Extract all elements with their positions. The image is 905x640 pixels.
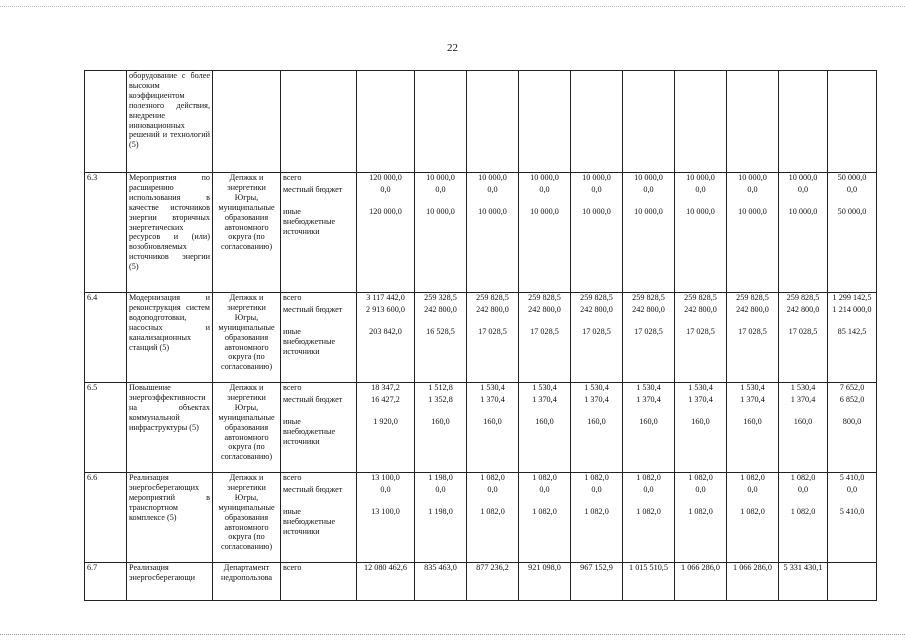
value-cell xyxy=(779,473,828,563)
value: 17 028,5 xyxy=(530,327,559,336)
continuation-row xyxy=(85,71,877,173)
value-cell xyxy=(779,293,828,383)
value-cell xyxy=(571,473,623,563)
value: 10 000,0 xyxy=(738,207,767,216)
value: 0,0 xyxy=(591,185,602,194)
page-number: 22 xyxy=(447,42,458,54)
value: 1 082,0 xyxy=(740,473,765,482)
value: 0,0 xyxy=(643,185,654,194)
row-number: 6.4 xyxy=(85,293,127,383)
funding-source: иные внебюджетные источники xyxy=(283,417,336,446)
value-cell xyxy=(727,383,779,473)
value: 5 410,0 xyxy=(839,473,865,482)
value: 1 920,0 xyxy=(373,417,398,426)
value: 160,0 xyxy=(743,417,762,426)
value: 1 082,0 xyxy=(480,473,505,482)
value: 1 530,4 xyxy=(532,383,557,392)
value: 242 800,0 xyxy=(736,305,769,314)
value-cell xyxy=(415,473,467,563)
value: 0,0 xyxy=(695,185,706,194)
value: 259 828,5 xyxy=(736,293,769,302)
value-cell xyxy=(571,293,623,383)
funding-sources xyxy=(281,563,357,601)
value: 1 370,4 xyxy=(636,395,661,404)
value: 259 828,5 xyxy=(684,293,717,302)
value: 0,0 xyxy=(591,485,602,494)
value: 1 370,4 xyxy=(532,395,557,404)
value-cell xyxy=(779,563,828,601)
table-row xyxy=(85,383,877,473)
value: 10 000,0 xyxy=(530,173,559,182)
funding-sources xyxy=(281,383,357,473)
value: 242 800,0 xyxy=(684,305,717,314)
executor: Депжкк и энергетики Югры, муниципальные образования автономного округа (по согласованию) xyxy=(213,383,281,473)
value: 1 370,4 xyxy=(688,395,713,404)
funding-source: иные внебюджетные источники xyxy=(283,207,336,236)
value: 10 000,0 xyxy=(788,207,818,216)
value: 242 800,0 xyxy=(424,305,457,314)
funding-sources xyxy=(281,173,357,293)
value-cell xyxy=(415,383,467,473)
funding-source: местный бюджет xyxy=(283,305,343,314)
value-cell xyxy=(571,173,623,293)
value-cell xyxy=(675,293,727,383)
value: 259 828,5 xyxy=(786,293,820,302)
value-cell xyxy=(415,563,467,601)
value: 1 530,4 xyxy=(480,383,505,392)
value: 242 800,0 xyxy=(786,305,820,314)
value: 1 082,0 xyxy=(790,473,816,482)
value: 1 082,0 xyxy=(584,507,609,516)
executor: Депжкк и энергетики Югры, муниципальные образования автономного округа (по согласованию) xyxy=(213,173,281,293)
value: 120 000,0 xyxy=(369,173,402,182)
value: 13 100,0 xyxy=(371,507,400,516)
value: 1 082,0 xyxy=(636,507,661,516)
value: 17 028,5 xyxy=(788,327,818,336)
budget-table xyxy=(84,70,877,601)
value-cell xyxy=(467,563,519,601)
value: 1 530,4 xyxy=(790,383,816,392)
value: 1 198,0 xyxy=(428,473,453,482)
value-cell xyxy=(357,173,415,293)
value-cell xyxy=(415,293,467,383)
value: 160,0 xyxy=(691,417,710,426)
value-cell xyxy=(415,173,467,293)
value: 10 000,0 xyxy=(582,207,611,216)
value: 242 800,0 xyxy=(580,305,613,314)
value-cell xyxy=(623,173,675,293)
value: 17 028,5 xyxy=(478,327,507,336)
value-cell xyxy=(727,473,779,563)
value: 10 000,0 xyxy=(686,207,715,216)
value-cell xyxy=(675,473,727,563)
value-cell xyxy=(623,563,675,601)
value: 7 652,0 xyxy=(839,383,865,392)
value: 1 530,4 xyxy=(688,383,713,392)
value: 0,0 xyxy=(487,185,498,194)
value: 0,0 xyxy=(846,485,858,494)
table-row xyxy=(85,293,877,383)
value-cell xyxy=(519,383,571,473)
value: 1 530,4 xyxy=(740,383,765,392)
value-cell xyxy=(779,383,828,473)
value: 0,0 xyxy=(846,185,858,194)
value: 2 913 600,0 xyxy=(366,305,405,314)
value: 967 152,9 xyxy=(580,563,613,572)
value: 1 082,0 xyxy=(636,473,661,482)
value-cell xyxy=(467,173,519,293)
value-cell xyxy=(675,383,727,473)
bottom-scan-edge xyxy=(0,634,905,635)
value-cell xyxy=(519,473,571,563)
top-scan-edge xyxy=(0,6,905,7)
value-cell xyxy=(519,293,571,383)
value: 1 370,4 xyxy=(584,395,609,404)
table-row xyxy=(85,173,877,293)
value-cell xyxy=(571,383,623,473)
measure-name: Реализация энергосберегающих мероприятий в транспортном комплексе (5) xyxy=(127,473,213,563)
value: 50 000,0 xyxy=(837,207,867,216)
value: 10 000,0 xyxy=(686,173,715,182)
table-row xyxy=(85,473,877,563)
value: 160,0 xyxy=(431,417,450,426)
value: 10 000,0 xyxy=(426,207,455,216)
value: 10 000,0 xyxy=(530,207,559,216)
measure-name: Мероприятия по расширению использования в качестве источников энергии вторичных энергетических ресурсов и (или) возобновляемых источников энергии (5) xyxy=(127,173,213,293)
value-cell xyxy=(727,563,779,601)
value-cell xyxy=(357,293,415,383)
value-cell xyxy=(519,173,571,293)
value: 120 000,0 xyxy=(369,207,402,216)
value: 50 000,0 xyxy=(837,173,867,182)
funding-source: всего xyxy=(283,173,302,182)
value-cell xyxy=(828,293,877,383)
value: 0,0 xyxy=(435,485,446,494)
value-cell xyxy=(467,473,519,563)
continuation-text: оборудование с более высоким коэффициентом полезного действия, внедрение инновационных решений и технологий (5) xyxy=(127,71,213,173)
value: 5 410,0 xyxy=(839,507,865,516)
value: 1 082,0 xyxy=(688,507,713,516)
value-cell xyxy=(828,173,877,293)
value: 10 000,0 xyxy=(788,173,818,182)
executor: Депжкк и энергетики Югры, муниципальные образования автономного округа (по согласованию) xyxy=(213,293,281,383)
value-cell xyxy=(519,563,571,601)
value: 17 028,5 xyxy=(686,327,715,336)
value: 242 800,0 xyxy=(632,305,665,314)
value: 242 800,0 xyxy=(528,305,561,314)
value: 0,0 xyxy=(539,485,550,494)
funding-source: местный бюджет xyxy=(283,395,343,404)
funding-sources xyxy=(281,293,357,383)
value: 160,0 xyxy=(483,417,502,426)
value: 259 828,5 xyxy=(528,293,561,302)
value: 1 082,0 xyxy=(532,507,557,516)
value: 1 082,0 xyxy=(532,473,557,482)
value: 12 080 462,6 xyxy=(364,563,407,572)
value: 259 328,5 xyxy=(424,293,457,302)
value: 6 852,0 xyxy=(839,395,865,404)
value: 10 000,0 xyxy=(582,173,611,182)
value: 10 000,0 xyxy=(426,173,455,182)
value: 10 000,0 xyxy=(738,173,767,182)
value-cell xyxy=(727,293,779,383)
value: 5 331 430,1 xyxy=(783,563,823,572)
funding-source: всего xyxy=(283,383,302,392)
value: 160,0 xyxy=(639,417,658,426)
value-cell xyxy=(571,563,623,601)
funding-source: местный бюджет xyxy=(283,485,343,494)
funding-sources xyxy=(281,473,357,563)
value: 10 000,0 xyxy=(634,207,663,216)
value: 0,0 xyxy=(797,185,809,194)
value-cell xyxy=(467,383,519,473)
value-cell xyxy=(357,563,415,601)
value: 921 098,0 xyxy=(528,563,561,572)
funding-source: иные внебюджетные источники xyxy=(283,507,336,536)
value: 0,0 xyxy=(643,485,654,494)
executor: Департамент недропользова xyxy=(213,563,281,601)
value: 85 142,5 xyxy=(837,327,867,336)
value-cell xyxy=(675,173,727,293)
value-cell xyxy=(828,383,877,473)
value: 259 828,5 xyxy=(476,293,509,302)
value: 16 427,2 xyxy=(371,395,400,404)
value: 1 530,4 xyxy=(636,383,661,392)
value: 0,0 xyxy=(380,185,391,194)
value: 16 528,5 xyxy=(426,327,455,336)
value: 17 028,5 xyxy=(738,327,767,336)
value: 18 347,2 xyxy=(371,383,400,392)
value: 259 828,5 xyxy=(580,293,613,302)
value-cell xyxy=(779,173,828,293)
value: 1 082,0 xyxy=(480,507,505,516)
executor: Депжкк и энергетики Югры, муниципальные образования автономного округа (по согласованию) xyxy=(213,473,281,563)
value: 1 082,0 xyxy=(584,473,609,482)
value-cell xyxy=(675,563,727,601)
value-cell xyxy=(828,473,877,563)
value: 259 828,5 xyxy=(632,293,665,302)
table-row xyxy=(85,563,877,601)
value: 1 066 286,0 xyxy=(733,563,772,572)
value: 17 028,5 xyxy=(582,327,611,336)
funding-source: всего xyxy=(283,563,302,572)
value: 1 352,8 xyxy=(428,395,453,404)
value-cell xyxy=(467,293,519,383)
row-number: 6.5 xyxy=(85,383,127,473)
row-number: 6.3 xyxy=(85,173,127,293)
value: 3 117 442,0 xyxy=(366,293,405,302)
value: 1 214 000,0 xyxy=(832,305,872,314)
value: 835 463,0 xyxy=(424,563,457,572)
value: 1 198,0 xyxy=(428,507,453,516)
value: 0,0 xyxy=(380,485,391,494)
value: 13 100,0 xyxy=(371,473,400,482)
value: 0,0 xyxy=(695,485,706,494)
value: 242 800,0 xyxy=(476,305,509,314)
funding-source: всего xyxy=(283,293,302,302)
value: 10 000,0 xyxy=(634,173,663,182)
value-cell xyxy=(623,473,675,563)
value-cell xyxy=(357,473,415,563)
value: 0,0 xyxy=(435,185,446,194)
value: 1 370,4 xyxy=(740,395,765,404)
value: 160,0 xyxy=(535,417,554,426)
value: 877 236,2 xyxy=(476,563,509,572)
value: 0,0 xyxy=(797,485,809,494)
value: 1 082,0 xyxy=(790,507,816,516)
value: 1 370,4 xyxy=(790,395,816,404)
value-cell xyxy=(623,293,675,383)
value: 800,0 xyxy=(842,417,862,426)
value-cell xyxy=(623,383,675,473)
value: 1 299 142,5 xyxy=(832,293,872,302)
value: 1 082,0 xyxy=(688,473,713,482)
row-number: 6.7 xyxy=(85,563,127,601)
value: 1 370,4 xyxy=(480,395,505,404)
row-number: 6.6 xyxy=(85,473,127,563)
funding-source: местный бюджет xyxy=(283,185,343,194)
value-cell xyxy=(727,173,779,293)
value-cell xyxy=(828,563,877,601)
funding-source: всего xyxy=(283,473,302,482)
measure-name: Реализация энергосберегающи xyxy=(127,563,213,601)
value: 0,0 xyxy=(487,485,498,494)
value: 1 066 286,0 xyxy=(681,563,720,572)
funding-source: иные внебюджетные источники xyxy=(283,327,336,356)
value: 1 015 510,5 xyxy=(629,563,668,572)
value: 203 842,0 xyxy=(369,327,402,336)
value: 1 082,0 xyxy=(740,507,765,516)
measure-name: Повышение энергоэффективности на объектах коммунальной инфраструктуры (5) xyxy=(127,383,213,473)
value: 10 000,0 xyxy=(478,173,507,182)
value: 1 512,8 xyxy=(428,383,453,392)
value-cell xyxy=(357,383,415,473)
value: 0,0 xyxy=(539,185,550,194)
measure-name: Модернизация и реконструкция систем водоподготовки, насосных и канализационных станций (5) xyxy=(127,293,213,383)
value: 17 028,5 xyxy=(634,327,663,336)
value: 0,0 xyxy=(747,485,758,494)
value: 160,0 xyxy=(793,417,813,426)
value: 1 530,4 xyxy=(584,383,609,392)
value: 160,0 xyxy=(587,417,606,426)
value: 10 000,0 xyxy=(478,207,507,216)
value: 0,0 xyxy=(747,185,758,194)
